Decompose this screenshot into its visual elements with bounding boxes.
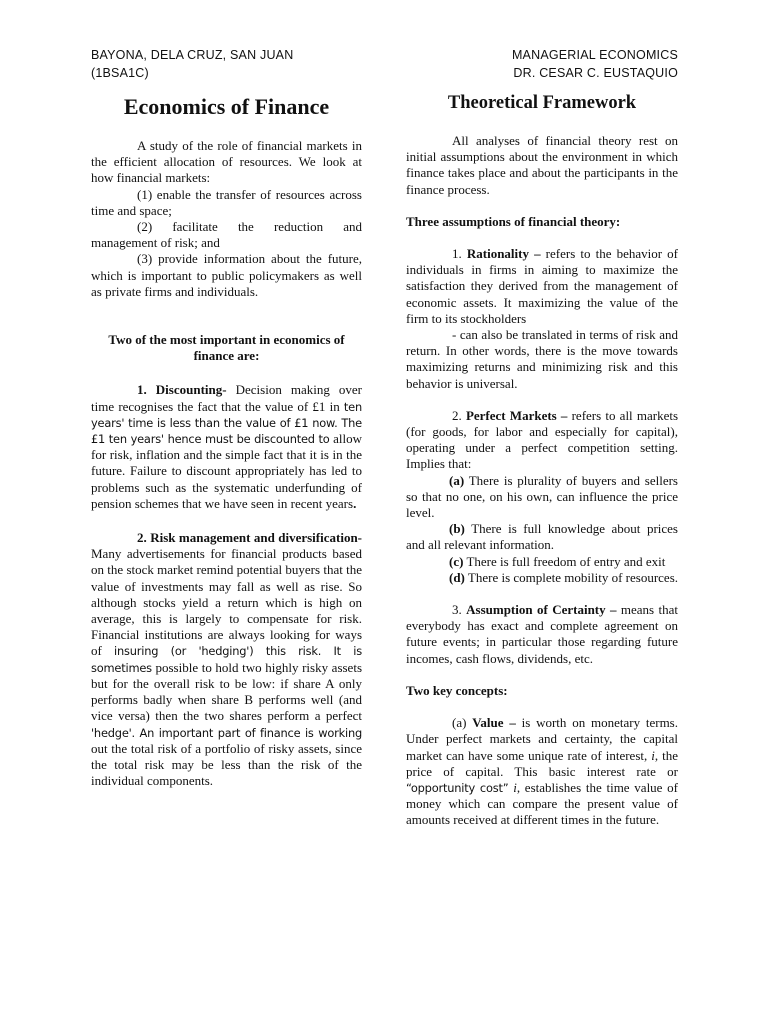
framework-intro: All analyses of financial theory rest on initial assumptions about the environment in which finance takes place and about the participants in the finance process. xyxy=(406,133,678,197)
item-d-tag: (d) xyxy=(449,569,465,585)
rationality-num: 1. xyxy=(452,246,467,262)
perfect-markets-item-a xyxy=(406,473,678,522)
certainty-text: means that everybody has exact and complete agreement on future events; in particular those regarding future incomes, cash flows, dividends, etc. xyxy=(406,602,678,666)
value-label: Value – xyxy=(472,715,516,731)
item-b-tag: (b) xyxy=(449,521,465,537)
perfect-markets-label: Perfect Markets – xyxy=(465,407,568,423)
left-column xyxy=(91,90,362,789)
intro-paragraph: A study of the role of financial markets in the efficient allocation of resources. We look at how financial markets: xyxy=(91,138,362,186)
point-3: (3) provide information about the future, which is important to public policymakers as well as private firms and individuals. xyxy=(91,251,362,299)
risk-text-c: out the total risk of a portfolio of risky assets, since the total risk may be less than the risk of the individual components. xyxy=(91,740,362,789)
value-tag: (a) xyxy=(452,715,473,731)
perfect-markets-paragraph xyxy=(406,408,678,473)
certainty-label: Assumption of Certainty – xyxy=(466,602,617,618)
discounting-text-alt: ten years' time is less than the value of £1 now. The £1 ten years' hence must be discounted to xyxy=(91,399,362,447)
discounting-end: . xyxy=(353,495,357,511)
perfect-markets-item-c xyxy=(406,554,678,570)
risk-text-alt1: insuring (or 'hedging') this risk. It is sometimes xyxy=(91,644,362,675)
value-paragraph xyxy=(406,715,678,828)
section-title-framework: Theoretical Framework xyxy=(447,93,637,113)
document-title: Economics of Finance xyxy=(123,94,330,119)
right-column xyxy=(406,90,678,829)
risk-text-a: Many advertisements for financial products based on the stock market remind potential buyers that the value of investments may fall as well as rise. So although stocks yield a return which is high on average, this is largely to compensate for risk. Financial institutions are always looking for ways of xyxy=(91,546,362,659)
rationality-paragraph xyxy=(406,246,678,327)
certainty-num: 3. xyxy=(452,602,467,618)
discounting-label: 1. Discounting- xyxy=(137,382,227,398)
value-text-b: , the price of capital. This basic interest rate or xyxy=(406,747,678,779)
item-b-text: There is full knowledge about prices and all relevant information. xyxy=(406,521,678,553)
header-instructor: DR. CESAR C. EUSTAQUIO xyxy=(513,66,678,80)
header-course xyxy=(512,46,678,82)
perfect-markets-text: refers to all markets (for goods, for labor and especially for capital), operating under a perfect competition setting. Implies that: xyxy=(406,407,679,472)
point-1: (1) enable the transfer of resources across time and space; xyxy=(91,186,362,218)
item-a-text: There is plurality of buyers and sellers so that no one, on his own, can influence the price level. xyxy=(406,472,678,521)
perfect-markets-num: 2. xyxy=(452,407,466,423)
rationality-text: refers to the behavior of individuals in firms in aiming to maximize the satisfaction they derived from the management of economic assets. It maximizing the value of the firm to its stockholders xyxy=(406,246,678,326)
discounting-paragraph xyxy=(91,382,362,512)
item-d-text: There is complete mobility of resources. xyxy=(464,569,679,585)
header-section: (1BSA1C) xyxy=(91,66,149,80)
value-text-d: , establishes the time value of money which can compare the present value of amounts received at different times in the future. xyxy=(406,779,679,828)
value-text-a: is worth on monetary terms. Under perfect markets and certainty, the capital market can have some unique rate of interest, xyxy=(406,715,678,763)
assumptions-heading: Three assumptions of financial theory: xyxy=(406,213,621,229)
risk-paragraph xyxy=(91,530,362,789)
discounting-text-b: allow for risk, inflation and the simple fact that it is in the future. Failure to discount appropriately has led to problems such as the systematic underfunding of pension schemes that we have seen in recent years xyxy=(91,431,362,511)
interest-symbol-2: i xyxy=(513,779,517,795)
point-2: (2) facilitate the reduction and management of risk; and xyxy=(91,219,362,251)
rationality-paragraph-2: - can also be translated in terms of risk and return. In other words, there is the move towards maximizing returns and minimizing risk and this behavior is universal. xyxy=(406,327,678,391)
header-authors xyxy=(91,46,293,82)
value-text-alt: “opportunity cost” xyxy=(406,780,509,795)
risk-text-alt2: 'hedge'. An important part of finance is working xyxy=(91,725,362,740)
risk-text-b: possible to hold two highly risky assets but for the overall risk to be low: if share A only performs badly when share B performs well (and vice versa) then the two shares perform a perfect xyxy=(91,659,362,724)
discounting-text-a: Decision making over time recognises the fact that the value of £1 in xyxy=(91,382,362,414)
item-c-tag: (c) xyxy=(449,553,464,569)
item-a-tag: (a) xyxy=(449,472,465,488)
perfect-markets-item-d xyxy=(406,570,678,586)
certainty-paragraph xyxy=(406,602,678,667)
rationality-label: Rationality – xyxy=(466,246,541,262)
subheading-important: Two of the most important in economics of finance are: xyxy=(108,332,345,364)
item-c-text: There is full freedom of entry and exit xyxy=(463,553,666,569)
risk-label: 2. Risk management and diversification- xyxy=(137,530,362,546)
concepts-heading: Two key concepts: xyxy=(406,682,508,698)
perfect-markets-item-b xyxy=(406,521,678,553)
header-authors-names: BAYONA, DELA CRUZ, SAN JUAN xyxy=(91,48,294,62)
interest-symbol-1: i xyxy=(651,747,655,763)
header-course-name: MANAGERIAL ECONOMICS xyxy=(511,48,678,62)
